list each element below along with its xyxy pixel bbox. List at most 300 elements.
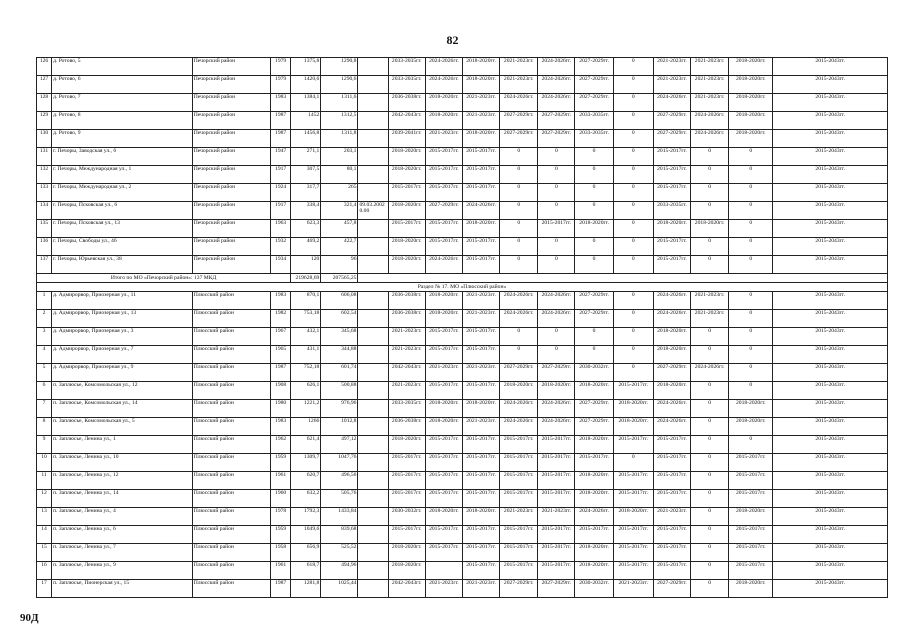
table-cell: 6 (37, 382, 52, 400)
table-row (37, 454, 888, 472)
section-title-row (37, 283, 888, 292)
table-cell: 2021-2023гг. (691, 310, 729, 328)
table-cell: 1983 (271, 292, 291, 310)
table-cell: 1987 (271, 112, 291, 130)
table-cell: 0 (613, 94, 653, 112)
table-cell: 626,1 (291, 382, 321, 400)
table-cell: 2018-2020гг. (575, 490, 613, 508)
table-cell: 2021-2023гг. (653, 58, 690, 76)
table-cell: 2018-2020гг. (729, 400, 773, 418)
table-cell: 09.03.2002 0.00 (358, 202, 388, 220)
table-cell: 2015-2017гг. (462, 346, 499, 364)
table-cell: 321,4 (321, 202, 358, 220)
table-cell: 2015-2017гг. (613, 436, 653, 454)
table-cell: Плюсский район (192, 328, 270, 346)
table-cell: 2042-2043гг. (388, 580, 425, 598)
table-cell: 2018-2020гг. (462, 220, 499, 238)
table-cell: Плюсский район (192, 508, 270, 526)
table-cell: 0 (613, 364, 653, 382)
table-cell: 2018-2020гг. (462, 400, 499, 418)
table-cell: 1959 (271, 526, 291, 544)
table-cell: 2015-2017гг. (538, 526, 575, 544)
table-cell: 602,54 (321, 310, 358, 328)
table-cell: 0 (538, 328, 575, 346)
table-cell: Плюсский район (192, 292, 270, 310)
table-cell: 1312,5 (321, 112, 358, 130)
table-row (37, 148, 888, 166)
table-cell: 2015-2043гг. (773, 310, 888, 328)
table-cell: 0 (613, 112, 653, 130)
table-cell: 2015-2017гг. (538, 562, 575, 580)
table-cell: 2015-2017гг. (425, 472, 462, 490)
table-cell: 2027-2029гг. (653, 112, 690, 130)
table-cell: 0 (500, 166, 538, 184)
subtotal-area1: 219628,69 (291, 274, 321, 283)
table-cell: Плюсский район (192, 454, 270, 472)
section-title: Раздел № 17. МО «Плюсский район» (37, 283, 888, 292)
table-cell: 2015-2017гг. (729, 526, 773, 544)
table-row (37, 76, 888, 94)
table-cell: 1980 (271, 400, 291, 418)
table-row (37, 328, 888, 346)
table-row (37, 400, 888, 418)
table-cell: 2027-2029гг. (500, 580, 538, 598)
table-cell: 2015-2017гг. (388, 184, 425, 202)
table-cell: д. Адмирорвор, Приозерная ул., 11 (52, 292, 193, 310)
table-cell: 132 (37, 166, 52, 184)
table-cell (358, 328, 388, 346)
table-cell: 1025,44 (321, 580, 358, 598)
table-cell: 12 (37, 490, 52, 508)
table-cell: 0 (729, 166, 773, 184)
table-cell: 2015-2017гг. (613, 526, 653, 544)
table-cell: 2024-2026гг. (538, 310, 575, 328)
table-cell: Печорский район (192, 256, 270, 274)
table-cell (358, 238, 388, 256)
table-cell: 2015-2043гг. (773, 112, 888, 130)
table-cell: 2018-2020гг. (613, 418, 653, 436)
table-cell (358, 76, 388, 94)
table-cell: 2015-2017гг. (462, 454, 499, 472)
table-cell: 2021-2023гг. (388, 346, 425, 364)
table-cell: 2015-2017гг. (729, 472, 773, 490)
subtotal-empty (358, 274, 888, 283)
table-cell: 2018-2020гг. (575, 220, 613, 238)
table-cell: 1967 (271, 328, 291, 346)
table-cell: 2021-2023гг. (500, 58, 538, 76)
table-cell: 1960 (271, 490, 291, 508)
table-cell: 2027-2029гг. (653, 364, 690, 382)
table-cell: 0 (691, 454, 729, 472)
table-cell: 2015-2017гг. (500, 472, 538, 490)
table-cell: 0 (613, 256, 653, 274)
table-cell: 2021-2023гг. (425, 364, 462, 382)
table-cell: 0 (613, 220, 653, 238)
table-cell: г. Печоры, Псковская ул., 6 (52, 202, 193, 220)
table-cell: 2021-2023гг. (462, 580, 499, 598)
table-cell: 2018-2020гг. (729, 508, 773, 526)
table-cell: 2027-2029гг. (538, 130, 575, 148)
table-cell: 2024-2026гг. (538, 58, 575, 76)
table-cell: 2015-2017гг. (462, 256, 499, 274)
table-cell: 0 (613, 310, 653, 328)
table-row (37, 544, 888, 562)
table-cell: 0 (538, 256, 575, 274)
table-cell: Плюсский район (192, 310, 270, 328)
table-cell: 2015-2017гг. (425, 346, 462, 364)
table-cell: 0 (500, 148, 538, 166)
table-group-pechora (37, 58, 888, 274)
table-cell: 2015-2043гг. (773, 130, 888, 148)
table-cell: 2039-2041гг. (388, 130, 425, 148)
table-cell: 2018-2020гг. (462, 76, 499, 94)
table-cell: 1311,8 (321, 130, 358, 148)
table-cell: 9 (37, 436, 52, 454)
table-cell: 2018-2020гг. (575, 544, 613, 562)
table-cell: 2018-2020гг. (388, 256, 425, 274)
table-cell: 0 (613, 454, 653, 472)
table-cell (358, 382, 388, 400)
table-cell: 2 (37, 310, 52, 328)
table-cell: 2015-2043гг. (773, 418, 888, 436)
table-cell: Плюсский район (192, 544, 270, 562)
table-cell: 2018-2020гг. (500, 382, 538, 400)
table-cell: Печорский район (192, 94, 270, 112)
table-cell: 2015-2043гг. (773, 454, 888, 472)
table-cell: 127 (37, 76, 52, 94)
table-cell: 1290,6 (321, 76, 358, 94)
table-cell: 1979 (271, 76, 291, 94)
table-cell: 2015-2017гг. (729, 490, 773, 508)
table-cell: 2015-2017гг. (425, 436, 462, 454)
table-cell: 2027-2029гг. (653, 580, 690, 598)
table-cell: 2015-2017гг. (729, 544, 773, 562)
table-cell: 2015-2017гг. (653, 490, 690, 508)
table-cell: г. Печоры, Юрьевская ул., 38 (52, 256, 193, 274)
table-row (37, 112, 888, 130)
table-cell: 16 (37, 562, 52, 580)
table-cell: 2015-2017гг. (575, 454, 613, 472)
table-cell: 0 (575, 184, 613, 202)
table-cell: 752,18 (291, 364, 321, 382)
table-cell: 0 (500, 346, 538, 364)
table-cell: 2018-2020гг. (388, 166, 425, 184)
table-cell: 1963 (271, 220, 291, 238)
table-cell: 1932 (271, 238, 291, 256)
table-cell: Плюсский район (192, 526, 270, 544)
table-cell: 2021-2023гг. (462, 364, 499, 382)
table-cell: 753,18 (291, 310, 321, 328)
table-cell: 0 (538, 148, 575, 166)
table-cell: 0 (575, 328, 613, 346)
table-cell: 2015-2043гг. (773, 94, 888, 112)
table-cell (358, 418, 388, 436)
table-cell: 0 (691, 526, 729, 544)
table-cell: 2015-2017гг. (462, 544, 499, 562)
table-cell: Печорский район (192, 112, 270, 130)
table-cell: 0 (729, 436, 773, 454)
table-row (37, 292, 888, 310)
table-cell: Печорский район (192, 220, 270, 238)
table-cell: 2015-2017гг. (538, 220, 575, 238)
table-cell: 2036-2038гг. (388, 94, 425, 112)
table-cell: 2015-2017гг. (388, 454, 425, 472)
table-group-plyussa (37, 292, 888, 598)
table-cell: 0 (500, 202, 538, 220)
table-cell: г. Печоры, Свободы ул., 46 (52, 238, 193, 256)
table-cell: 0 (575, 166, 613, 184)
table-cell: 2015-2017гг. (653, 148, 690, 166)
table-cell: 0 (538, 184, 575, 202)
table-cell: 870,1 (291, 292, 321, 310)
table-cell: 494,96 (321, 562, 358, 580)
table-cell: 96 (321, 256, 358, 274)
table-cell: п. Заплюсье, Пионерская ул., 15 (52, 580, 193, 598)
table-cell: 0 (613, 328, 653, 346)
table-cell: 130 (37, 130, 52, 148)
table-cell: 2015-2017гг. (613, 382, 653, 400)
table-cell: 2021-2023гг. (500, 508, 538, 526)
table-cell: 2027-2029гг. (575, 400, 613, 418)
table-cell: 0 (691, 328, 729, 346)
table-cell: 2018-2020гг. (388, 544, 425, 562)
table-cell: 2015-2017гг. (462, 328, 499, 346)
table-cell: 0 (691, 472, 729, 490)
table-cell: 2015-2043гг. (773, 220, 888, 238)
table-cell: 1947 (271, 148, 291, 166)
table-cell: 3 (37, 328, 52, 346)
table-cell: 0 (613, 238, 653, 256)
table-cell: 2015-2043гг. (773, 166, 888, 184)
table-cell: 2021-2023гг. (462, 112, 499, 130)
table-cell: 2018-2020гг. (388, 148, 425, 166)
table-cell: 2015-2017гг. (462, 526, 499, 544)
table-cell: 2024-2026гг. (691, 364, 729, 382)
table-cell: 0 (538, 166, 575, 184)
table-cell: 2027-2029гг. (500, 364, 538, 382)
table-cell: п. Заплюсье, Комсомольская ул., 14 (52, 400, 193, 418)
table-cell: 2027-2029гг. (500, 112, 538, 130)
table-cell: 2015-2017гг. (425, 220, 462, 238)
table-cell: 2015-2017гг. (538, 454, 575, 472)
table-cell: 431,1 (291, 346, 321, 364)
table-cell: 0 (729, 346, 773, 364)
table-cell: 2015-2017гг. (538, 436, 575, 454)
table-cell: 7 (37, 400, 52, 418)
table-row (37, 490, 888, 508)
table-cell: Плюсский район (192, 346, 270, 364)
table-cell: 1965 (271, 346, 291, 364)
table-cell: 0 (729, 328, 773, 346)
footer-code: 90Д (20, 612, 39, 624)
table-cell: 2024-2026гг. (500, 94, 538, 112)
table-row (37, 346, 888, 364)
table-cell: 0 (691, 382, 729, 400)
table-row (37, 436, 888, 454)
table-cell: 126 (37, 58, 52, 76)
table-cell: 620,7 (291, 472, 321, 490)
table-cell: 2015-2043гг. (773, 508, 888, 526)
table-cell (358, 364, 388, 382)
table-cell: 606,08 (321, 292, 358, 310)
table-cell: 1983 (271, 418, 291, 436)
table-cell: г. Печоры, Заводская ул., 6 (52, 148, 193, 166)
table-cell: 1908 (271, 382, 291, 400)
table-cell: 2015-2017гг. (500, 544, 538, 562)
table-cell: 0 (575, 238, 613, 256)
table-row (37, 184, 888, 202)
table-cell: 17 (37, 580, 52, 598)
table-cell: Плюсский район (192, 382, 270, 400)
table-cell: 1959 (271, 454, 291, 472)
table-cell: 2018-2020гг. (425, 112, 462, 130)
table-cell: 2015-2043гг. (773, 562, 888, 580)
table-cell (358, 94, 388, 112)
table-cell: 5 (37, 364, 52, 382)
table-cell: 618,7 (291, 562, 321, 580)
table-cell: 2015-2017гг. (653, 454, 690, 472)
table-cell: 2015-2017гг. (425, 166, 462, 184)
table-cell: Печорский район (192, 166, 270, 184)
table-cell: 1987 (271, 580, 291, 598)
table-cell: 0 (691, 346, 729, 364)
table-cell: 2027-2029гг. (575, 418, 613, 436)
table-cell (358, 310, 388, 328)
table-cell: Печорский район (192, 238, 270, 256)
table-cell: 135 (37, 220, 52, 238)
table-cell: д. Адмирорвор, Приозерная ул., 13 (52, 310, 193, 328)
table-cell: п. Заплюсье, Ленина ул., 7 (52, 544, 193, 562)
table-cell: 2015-2017гг. (500, 490, 538, 508)
table-cell: 2015-2017гг. (653, 436, 690, 454)
table-cell: г. Печоры, Международная ул., 2 (52, 184, 193, 202)
table-cell: п. Заплюсье, Комсомольская ул., 5 (52, 418, 193, 436)
table-cell: 2015-2043гг. (773, 346, 888, 364)
table-cell: 2018-2020гг. (425, 418, 462, 436)
table-cell: 632,2 (291, 490, 321, 508)
table-cell: 2033-2035гг. (388, 400, 425, 418)
table-cell: 2030-2032гг. (388, 508, 425, 526)
table-cell: Плюсский район (192, 580, 270, 598)
table-cell: 2015-2017гг. (538, 490, 575, 508)
table-cell: 2015-2043гг. (773, 202, 888, 220)
table-cell: 1375,8 (291, 58, 321, 76)
table-cell: 2015-2043гг. (773, 544, 888, 562)
table-cell: 0 (691, 508, 729, 526)
table-cell: 2018-2020гг. (653, 328, 690, 346)
table-cell: Плюсский район (192, 562, 270, 580)
table-cell: 2021-2023гг. (462, 310, 499, 328)
table-cell: 2015-2017гг. (613, 544, 653, 562)
table-cell: п. Заплюсье, Ленина ул., 4 (52, 508, 193, 526)
table-cell: 2024-2026гг. (500, 310, 538, 328)
table-cell: 2018-2020гг. (729, 130, 773, 148)
table-cell: 0 (575, 148, 613, 166)
table-cell: 2021-2023гг. (691, 76, 729, 94)
subtotal-row (37, 274, 888, 283)
table-cell: 2021-2023гг. (462, 94, 499, 112)
table-cell: 1 (37, 292, 52, 310)
table-cell: 344,88 (321, 346, 358, 364)
table-cell: п. Заплюсье, Ленина ул., 6 (52, 526, 193, 544)
table-cell: 0 (691, 580, 729, 598)
table-cell: 0 (729, 310, 773, 328)
table-cell: 2018-2020гг. (425, 292, 462, 310)
table-cell (358, 454, 388, 472)
table-cell: 2021-2023гг. (613, 580, 653, 598)
table-cell: 2018-2020гг. (388, 436, 425, 454)
table-cell: п. Заплюсье, Ленина ул., 1 (52, 436, 193, 454)
table-cell: Плюсский район (192, 436, 270, 454)
table-cell: 2024-2026гг. (500, 400, 538, 418)
table-cell: 2018-2020гг. (729, 58, 773, 76)
table-cell: 2021-2023гг. (425, 580, 462, 598)
table-cell (358, 508, 388, 526)
table-cell: 2015-2017гг. (653, 238, 690, 256)
table-cell: 0 (575, 256, 613, 274)
table-cell: 2015-2017гг. (388, 220, 425, 238)
table-cell: 1982 (271, 310, 291, 328)
table-cell: 2018-2020гг. (425, 310, 462, 328)
table-cell: д. Ротово, 6 (52, 76, 193, 94)
table-cell: г. Печоры, Международная ул., 1 (52, 166, 193, 184)
table-cell: 0 (729, 292, 773, 310)
table-cell: 2018-2020гг. (575, 562, 613, 580)
table-cell: 1961 (271, 472, 291, 490)
table-cell: 1452 (291, 112, 321, 130)
table-cell: 317,7 (291, 184, 321, 202)
table-cell: 1979 (271, 58, 291, 76)
table-cell: 2024-2026гг. (425, 76, 462, 94)
table-row (37, 202, 888, 220)
table-cell: 2015-2017гг. (425, 526, 462, 544)
table-cell (358, 436, 388, 454)
table-cell: 1047,76 (321, 454, 358, 472)
table-cell: 839,68 (321, 526, 358, 544)
table-cell: 1978 (271, 508, 291, 526)
table-cell: 2027-2029гг. (575, 58, 613, 76)
table-cell: 2015-2043гг. (773, 490, 888, 508)
table-cell: 2024-2026гг. (538, 94, 575, 112)
table-cell: 2021-2023гг. (500, 76, 538, 94)
table-cell: 2030-2032гг. (575, 364, 613, 382)
table-cell: 2027-2029гг. (575, 292, 613, 310)
table-cell: 2018-2020гг. (462, 58, 499, 76)
table-cell: 2024-2026гг. (500, 418, 538, 436)
table-cell: 0 (613, 346, 653, 364)
table-cell: 13 (37, 508, 52, 526)
table-cell (358, 472, 388, 490)
table-row (37, 508, 888, 526)
table-cell: 2015-2043гг. (773, 526, 888, 544)
table-cell: 2015-2017гг. (462, 472, 499, 490)
table-cell: 15 (37, 544, 52, 562)
table-cell: 203,1 (321, 148, 358, 166)
table-cell: 11 (37, 472, 52, 490)
table-cell: 2015-2017гг. (425, 184, 462, 202)
table-cell: 14 (37, 526, 52, 544)
table-cell (358, 58, 388, 76)
table-cell: 2015-2017гг. (462, 382, 499, 400)
table-cell: 2024-2026гг. (500, 292, 538, 310)
table-cell: 1290,8 (321, 58, 358, 76)
table-cell: 2015-2017гг. (500, 436, 538, 454)
table-cell: 2015-2017гг. (462, 436, 499, 454)
table-cell: 131 (37, 148, 52, 166)
table-row (37, 562, 888, 580)
table-cell: 2015-2017гг. (729, 562, 773, 580)
table-cell: 656,9 (291, 544, 321, 562)
